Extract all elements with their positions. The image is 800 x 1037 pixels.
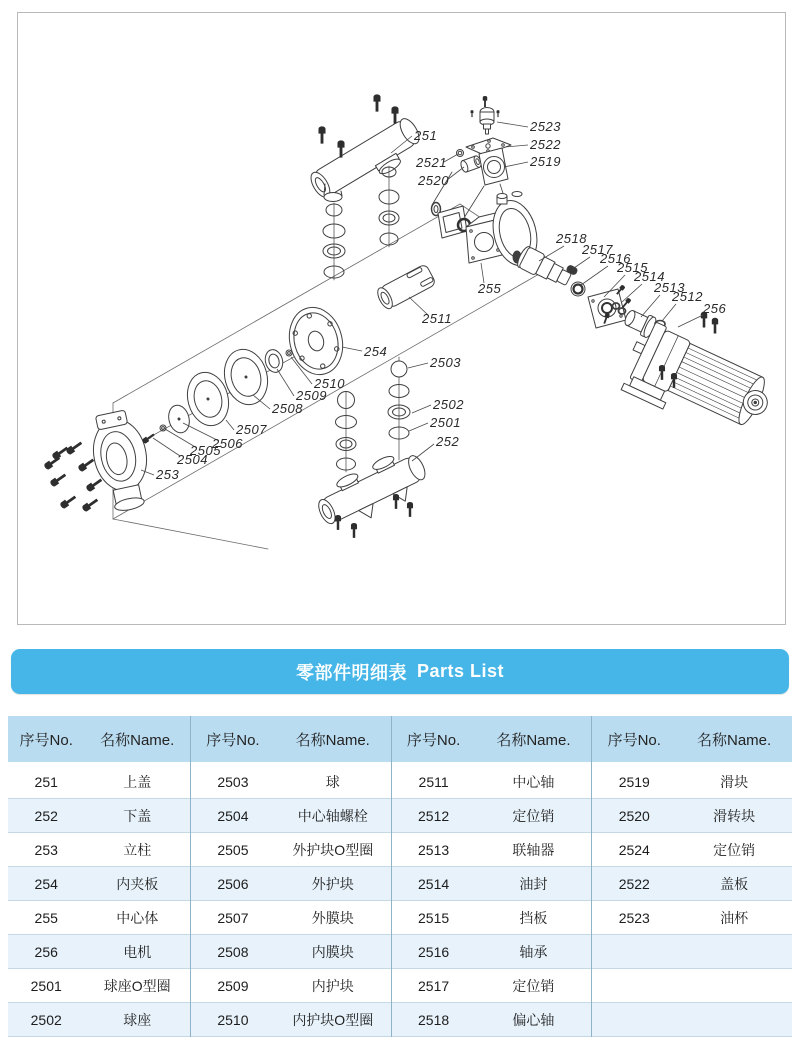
cell-part-name: 定位销 bbox=[713, 841, 756, 858]
callout-label: 2506 bbox=[212, 436, 243, 451]
cell-part-no: 2506 bbox=[217, 875, 249, 892]
cell-part-no: 2509 bbox=[217, 977, 249, 994]
cell-part-no: 2508 bbox=[217, 943, 249, 960]
cell-part-no: 2522 bbox=[618, 875, 650, 892]
cell-part-name: 定位销 bbox=[512, 977, 555, 994]
cell-part-no: 2513 bbox=[418, 841, 450, 858]
cell-part-name: 内夹板 bbox=[116, 875, 159, 892]
cell-part-no: 2523 bbox=[618, 909, 650, 926]
cell-part-no: 2501 bbox=[30, 977, 62, 994]
cell-part-no: 2505 bbox=[217, 841, 249, 858]
cell-part-no: 2502 bbox=[30, 1011, 62, 1028]
cell-part-name: 外护块 bbox=[311, 875, 354, 892]
col-header-name: 名称Name. bbox=[100, 731, 175, 749]
table-row bbox=[392, 799, 592, 833]
callout-label: 2520 bbox=[418, 173, 449, 188]
cell-part-name: 球座 bbox=[123, 1011, 152, 1028]
cell-part-no: 2504 bbox=[217, 807, 249, 824]
table-header-row bbox=[191, 716, 391, 762]
table-row bbox=[592, 901, 792, 935]
table-row bbox=[191, 765, 391, 799]
table-row bbox=[8, 1003, 190, 1037]
cell-part-name: 中心轴 bbox=[512, 773, 555, 790]
callout-label: 2501 bbox=[430, 415, 461, 430]
callout-label: 2522 bbox=[530, 137, 561, 152]
cell-part-name: 下盖 bbox=[123, 807, 152, 824]
col-header-no: 序号No. bbox=[19, 731, 73, 749]
table-group bbox=[391, 716, 592, 1037]
cell-part-no: 2516 bbox=[418, 943, 450, 960]
cell-part-no: 2518 bbox=[418, 1011, 450, 1028]
cell-part-no: 252 bbox=[34, 807, 58, 824]
cell-part-no: 2511 bbox=[418, 773, 449, 790]
table-header-row bbox=[392, 716, 592, 762]
cell-part-no: 2514 bbox=[418, 875, 450, 892]
cell-part-no: 2524 bbox=[618, 841, 650, 858]
table-row bbox=[8, 901, 190, 935]
cell-part-name: 球座O型圈 bbox=[103, 977, 171, 994]
table-row bbox=[392, 765, 592, 799]
callout-label: 2502 bbox=[433, 397, 464, 412]
callout-label: 2514 bbox=[634, 269, 665, 284]
table-row bbox=[191, 901, 391, 935]
col-header-name: 名称Name. bbox=[697, 731, 772, 749]
cell-part-name: 外膜块 bbox=[311, 909, 354, 926]
table-group bbox=[8, 716, 190, 1037]
parts-table bbox=[8, 716, 792, 1037]
cell-part-name: 偏心轴 bbox=[512, 1011, 555, 1028]
callout-label: 252 bbox=[436, 434, 460, 449]
cell-part-no: 253 bbox=[34, 841, 58, 858]
callout-label: 255 bbox=[478, 281, 502, 296]
callout-label: 251 bbox=[414, 128, 438, 143]
diagram-border bbox=[18, 13, 786, 625]
table-row bbox=[8, 799, 190, 833]
table-row bbox=[8, 833, 190, 867]
cell-part-name: 轴承 bbox=[519, 943, 548, 960]
callout-label: 2504 bbox=[177, 452, 208, 467]
table-row bbox=[392, 1003, 592, 1037]
cell-part-name: 立柱 bbox=[123, 841, 152, 858]
cell-part-no: 2517 bbox=[418, 977, 450, 994]
cell-part-name: 上盖 bbox=[123, 773, 152, 790]
cell-part-no: 2510 bbox=[217, 1011, 249, 1028]
col-header-no: 序号No. bbox=[607, 731, 661, 749]
cell-part-name: 挡板 bbox=[519, 909, 548, 926]
cell-part-name: 中心体 bbox=[116, 909, 159, 926]
cell-part-name: 外护块O型圈 bbox=[292, 841, 374, 858]
table-row bbox=[8, 969, 190, 1003]
callout-label: 2510 bbox=[314, 376, 345, 391]
table-row bbox=[592, 1003, 792, 1037]
table-row bbox=[191, 969, 391, 1003]
col-header-name: 名称Name. bbox=[496, 731, 571, 749]
cell-part-name: 滑块 bbox=[720, 773, 749, 790]
table-row bbox=[592, 799, 792, 833]
table-row bbox=[191, 833, 391, 867]
table-group bbox=[190, 716, 391, 1037]
callout-label: 2519 bbox=[530, 154, 561, 169]
table-row bbox=[191, 1003, 391, 1037]
callout-label: 2508 bbox=[272, 401, 303, 416]
callout-label: 254 bbox=[364, 344, 388, 359]
table-row bbox=[191, 935, 391, 969]
cell-part-name: 定位销 bbox=[512, 807, 555, 824]
table-row bbox=[8, 935, 190, 969]
table-row bbox=[592, 867, 792, 901]
table-row bbox=[8, 867, 190, 901]
cell-part-no: 2507 bbox=[217, 909, 249, 926]
cell-part-name: 内护块O型圈 bbox=[292, 1011, 374, 1028]
table-row bbox=[392, 833, 592, 867]
cell-part-name: 中心轴螺栓 bbox=[297, 807, 368, 824]
table-row bbox=[392, 901, 592, 935]
table-row bbox=[592, 833, 792, 867]
callout-label: 2516 bbox=[600, 251, 631, 266]
cell-part-name: 联轴器 bbox=[512, 841, 555, 858]
table-row bbox=[592, 935, 792, 969]
callout-label: 2521 bbox=[416, 155, 447, 170]
callout-label: 2509 bbox=[296, 388, 327, 403]
col-header-no: 序号No. bbox=[206, 731, 260, 749]
callout-label: 2505 bbox=[190, 443, 221, 458]
cell-part-no: 2503 bbox=[217, 773, 249, 790]
callout-label: 2503 bbox=[430, 355, 461, 370]
cell-part-no: 2512 bbox=[418, 807, 450, 824]
table-row bbox=[392, 867, 592, 901]
cell-part-no: 2519 bbox=[618, 773, 650, 790]
table-row bbox=[191, 867, 391, 901]
parts-list-title-en: Parts List bbox=[416, 661, 505, 681]
cell-part-no: 256 bbox=[34, 943, 58, 960]
callout-label: 2513 bbox=[654, 280, 685, 295]
cell-part-name: 滑转块 bbox=[713, 807, 756, 824]
parts-list-title-zh: 零部件明细表 bbox=[295, 662, 407, 683]
col-header-no: 序号No. bbox=[406, 731, 461, 749]
table-row bbox=[392, 969, 592, 1003]
cell-part-no: 2515 bbox=[418, 909, 450, 926]
parts-list-title-bar bbox=[11, 649, 789, 694]
table-header-row bbox=[8, 716, 190, 762]
callout-label: 2511 bbox=[422, 311, 452, 326]
callout-label: 2512 bbox=[672, 289, 703, 304]
callout-label: 253 bbox=[156, 467, 180, 482]
table-row bbox=[191, 799, 391, 833]
table-header-row bbox=[592, 716, 792, 762]
cell-part-no: 254 bbox=[34, 875, 58, 892]
callout-label: 2507 bbox=[236, 422, 267, 437]
cell-part-no: 255 bbox=[34, 909, 58, 926]
table-group bbox=[591, 716, 792, 1037]
cell-part-name: 油杯 bbox=[720, 909, 749, 926]
table-row bbox=[592, 765, 792, 799]
table-row bbox=[8, 765, 190, 799]
cell-part-name: 盖板 bbox=[720, 875, 749, 892]
cell-part-no: 251 bbox=[34, 773, 58, 790]
callout-label: 2518 bbox=[556, 231, 587, 246]
col-header-name: 名称Name. bbox=[295, 731, 370, 749]
cell-part-name: 油封 bbox=[519, 875, 548, 892]
cell-part-name: 内膜块 bbox=[311, 943, 354, 960]
table-row bbox=[592, 969, 792, 1003]
table-row bbox=[392, 935, 592, 969]
callout-label: 2515 bbox=[617, 260, 648, 275]
cell-part-name: 电机 bbox=[123, 943, 152, 960]
callout-label: 256 bbox=[703, 301, 727, 316]
callout-label: 2517 bbox=[582, 242, 613, 257]
cell-part-no: 2520 bbox=[618, 807, 650, 824]
callout-label: 2523 bbox=[530, 119, 561, 134]
cell-part-name: 内护块 bbox=[311, 977, 354, 994]
cell-part-name: 球 bbox=[325, 773, 340, 790]
